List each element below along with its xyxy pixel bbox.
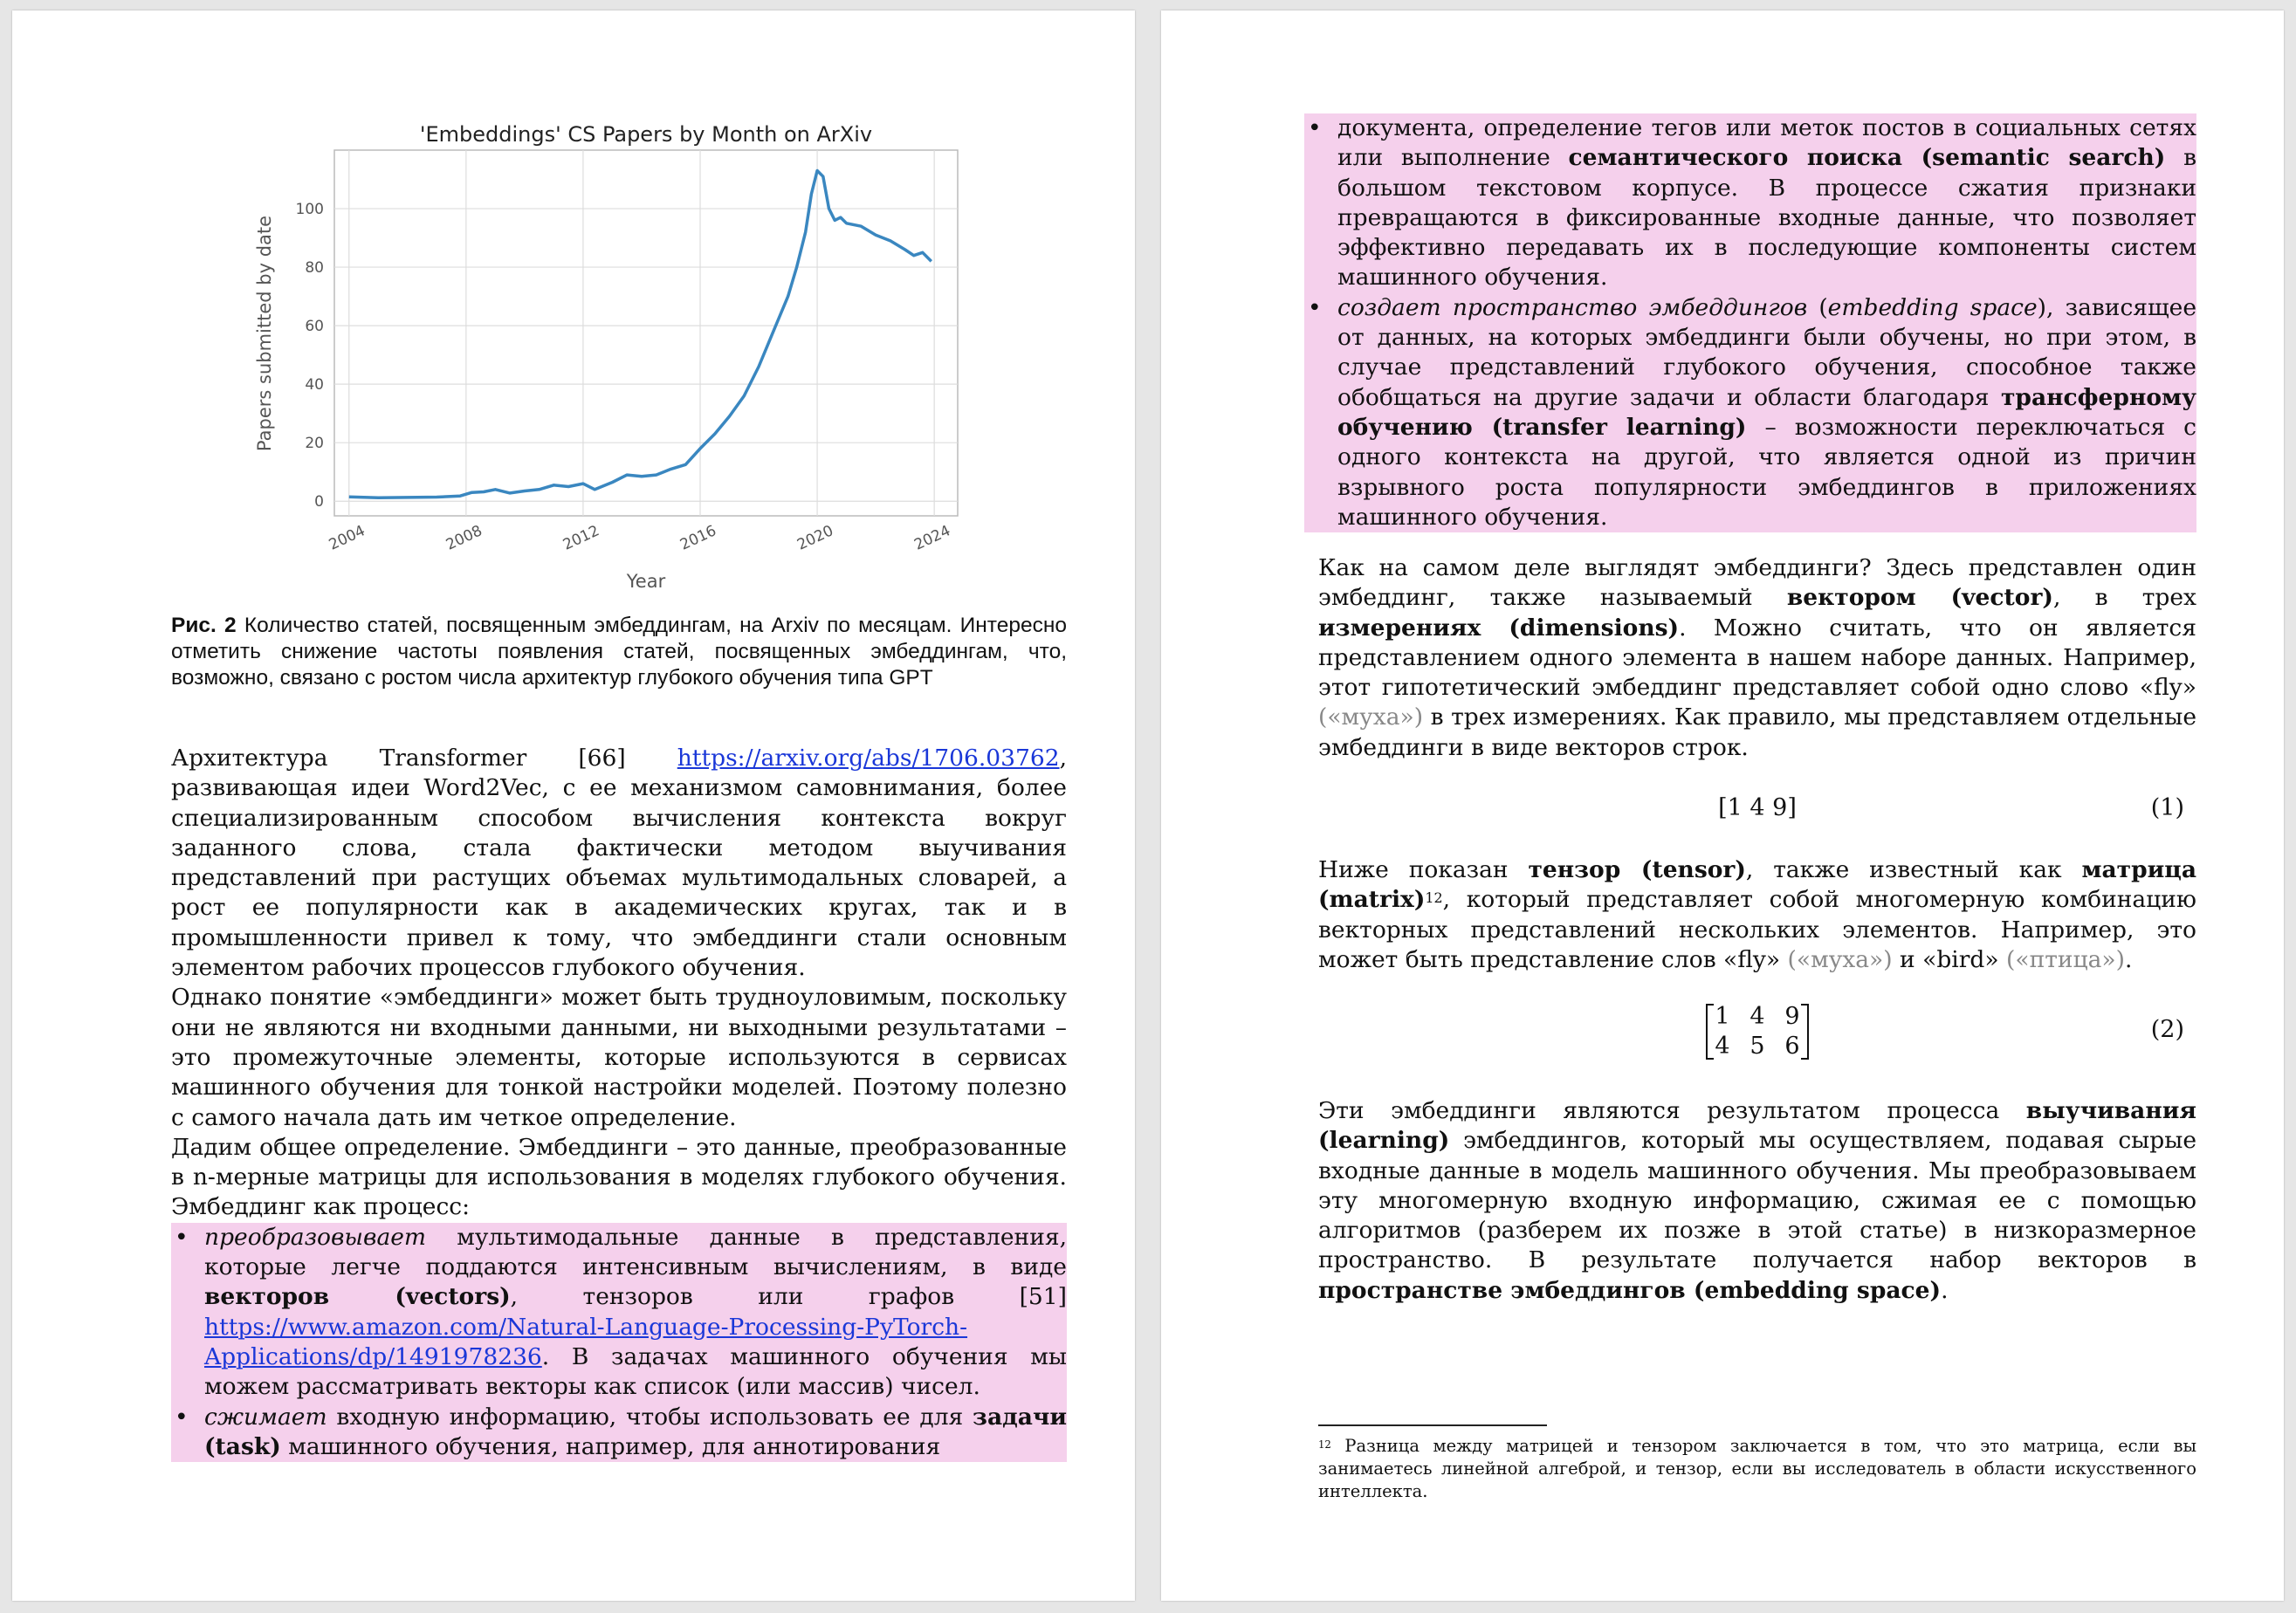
embeddings-chart: [12, 10, 1135, 613]
caption-label: Рис. 2: [171, 614, 237, 637]
paragraph-vector: Как на самом деле выглядят эмбеддинги? Здесь представлен один эмбеддинг, также называемый вектором (vector), в трех измерениях (dimensions). Можно считать, что он является представлением одного элемента в нашем наборе данных. Например, этот гипотетический эмбеддинг представляет собой одно слово «fly» («муха») в трех измерениях. Как правило, мы представляем отдельные эмбеддинги в виде векторов строк.: [1318, 554, 2196, 761]
list-item-continued: • документа, определение тегов или меток постов в социальных сетях или выполнение семантического поиска (semantic search) в большом текстовом корпусе. В процессе сжатия признаки превращаются в фиксированные входные данные, что позволяет эффективно передавать их в последующие компоненты систем машинного обучения.: [1304, 113, 2196, 293]
y-axis-label: Papers submitted by date: [254, 215, 275, 452]
x-tick-label: 2012: [560, 522, 602, 554]
figure-caption: [171, 613, 1067, 691]
y-tick-label: 0: [314, 493, 324, 511]
x-tick-label: 2020: [794, 522, 836, 554]
caption-text: Количество статей, посвященным эмбеддингам, на Arxiv по месяцам. Интересно отметить снижение частоты появления статей, посвященных эмбеддингам, что, возможно, связано с ростом числа архитектур глубокого обучения типа GPT: [171, 614, 1068, 690]
footnote: [1318, 1435, 2196, 1503]
x-tick-label: 2004: [326, 522, 368, 554]
y-tick-label: 20: [305, 435, 324, 453]
paragraph-learning: Эти эмбеддинги являются результатом процесса выучивания (learning) эмбеддингов, который мы осуществляем, подавая сырые входные данные в модель машинного обучения. Мы преобразовываем эту многомерную входную информацию, сжимая ее с помощью алгоритмов (разберем их позже в этой статье) в низкоразмерное пространство. В результате получается набор векторов в пространстве эмбеддингов (embedding space).: [1318, 1097, 2196, 1304]
footnote-text: Разница между матрицей и тензором заключается в том, что это матрица, если вы занимаетесь линейной алгеброй, и тензор, если вы исследователь в области искусственного интеллекта.: [1318, 1436, 2196, 1501]
y-tick-label: 100: [295, 201, 324, 219]
paragraph-definition: Дадим общее определение. Эмбеддинги – это данные, преобразованные в n-мерные матрицы для использования в моделях глубокого обучения. Эмбеддинг как процесс:: [171, 1133, 1067, 1221]
arxiv-link[interactable]: https://arxiv.org/abs/1706.03762: [677, 745, 1060, 772]
x-tick-label: 2016: [677, 522, 719, 554]
paragraph-transformer: Архитектура Transformer [66] https://arxiv.org/abs/1706.03762, развивающая идеи Word2Vec, с ее механизмом самовнимания, более специализированным способом вычисления контекста вокруг заданного слова, стала фактически методом выучивания представлений при растущих объемах мультимодальных словарей, а рост ее популярности как в академических кругах, так и в промышленности привел к тому, что эмбеддинги стали основным элементом рабочих процессов глубокого обучения.: [171, 745, 1067, 982]
x-axis-label: Year: [626, 571, 666, 592]
x-tick-label: 2008: [443, 522, 485, 554]
process-list-continued: [1304, 113, 2196, 532]
left-body: [171, 744, 1067, 1462]
equation-1-number: (1): [2150, 794, 2184, 821]
matrix-row-2: 4 5 6: [1715, 1033, 1800, 1060]
equation-2: [1318, 1002, 2196, 1068]
left-page: [12, 10, 1135, 1601]
matrix-row-1: 1 4 9: [1715, 1003, 1800, 1030]
list-item: • преобразовывает мультимодальные данные в представления, которые легче поддаются интенсивным вычислениям, в виде векторов (vectors), тензоров или графов [51] https://www.amazon.com/Natural-Language-Processing-PyTorch-Applications/dp/1491978236. В задачах машинного обучения мы можем рассматривать векторы как список (или массив) чисел.: [171, 1223, 1067, 1403]
list-continuation: [1304, 113, 2196, 532]
equation-1-vector: [1 4 9]: [1718, 794, 1797, 821]
plot-area: [334, 150, 958, 516]
footnote-number: 12: [1318, 1438, 1331, 1451]
y-tick-label: 80: [305, 259, 324, 278]
paragraph-tensor: Ниже показан тензор (tensor), также известный как матрица (matrix)$^{12}$, который представляет собой многомерную комбинацию векторных представлений нескольких элементов. Например, это может быть представление слов «fly» («муха») и «bird» («птица»).: [1318, 856, 2196, 973]
equation-2-number: (2): [2150, 1016, 2184, 1043]
chart-title: 'Embeddings' CS Papers by Month on ArXiv: [419, 122, 873, 147]
list-item: • создает пространство эмбеддингов (embedding space), зависящее от данных, на которых эмбеддинги были обучены, но при этом, в случае представлений глубокого обучения, способное также обобщаться на другие задачи и области благодаря трансферному обучению (transfer learning) – возможности переключаться с одного контекста на другой, что является одной из причин взрывного роста популярности эмбеддингов в приложениях машинного обучения.: [1304, 293, 2196, 532]
x-tick-label: 2024: [911, 522, 953, 554]
right-page: [1161, 10, 2284, 1601]
y-ticks: [296, 201, 324, 511]
list-item: • сжимает входную информацию, чтобы использовать ее для задачи (task) машинного обучения, например, для аннотирования: [171, 1403, 1067, 1463]
process-list: [171, 1223, 1067, 1462]
y-tick-label: 60: [305, 318, 324, 336]
x-ticks: [327, 522, 953, 553]
amazon-link[interactable]: https://www.amazon.com/Natural-Language-Processing-PyTorch-Applications/dp/1491978236: [204, 1313, 968, 1370]
matrix: [1706, 1002, 1809, 1061]
paragraph-embeddings-concept: Однако понятие «эмбеддинги» может быть трудноуловимым, поскольку они не являются ни входными данными, ни выходными результатами – это промежуточные элементы, которые используются в сервисах машинного обучения для тонкой настройки моделей. Поэтому полезно с самого начала дать им четкое определение.: [171, 984, 1067, 1131]
equation-1: [1318, 794, 2196, 829]
footnote-divider: [1318, 1424, 1547, 1426]
y-tick-label: 40: [305, 376, 324, 395]
